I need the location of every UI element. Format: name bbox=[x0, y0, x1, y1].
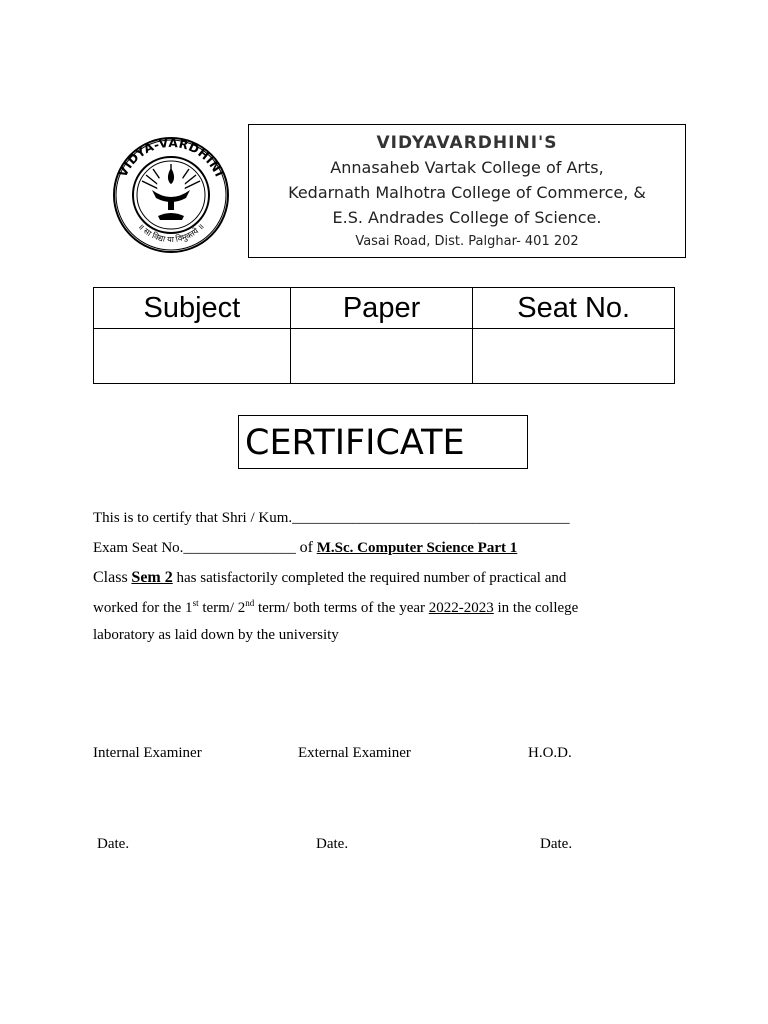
paper-cell bbox=[290, 329, 473, 384]
date-label-3: Date. bbox=[540, 836, 573, 852]
sup-st: st bbox=[192, 598, 199, 608]
certificate-title: CERTIFICATE bbox=[238, 415, 528, 469]
subject-header: Subject bbox=[94, 288, 291, 329]
college-logo bbox=[100, 136, 242, 254]
paper-header: Paper bbox=[290, 288, 473, 329]
seat-text: Exam Seat No. bbox=[93, 540, 184, 556]
certify-text: This is to certify that Shri / Kum. bbox=[93, 510, 293, 526]
class-line bbox=[93, 569, 566, 587]
logo-bottom-text: ॥ सा विद्या या विमुक्तये ॥ bbox=[136, 222, 206, 245]
seat-no-header: Seat No. bbox=[473, 288, 675, 329]
seat-blank: _______________ bbox=[183, 540, 296, 556]
of-text: of bbox=[299, 539, 313, 556]
semester: Sem 2 bbox=[131, 569, 173, 586]
logo-top-text: VIDYA-VARDHINI bbox=[115, 136, 227, 180]
seat-line bbox=[93, 539, 517, 557]
internal-examiner-label: Internal Examiner bbox=[93, 745, 202, 761]
term-text-c: term/ both terms of the year bbox=[254, 600, 429, 616]
class-rest: has satisfactorily completed the required number of practical and bbox=[176, 570, 567, 586]
course-name: M.Sc. Computer Science Part 1 bbox=[316, 540, 518, 556]
name-blank: _____________________________________ bbox=[292, 510, 570, 526]
term-text-b: term/ 2 bbox=[198, 600, 246, 616]
header-org: VIDYAVARDHINI'S bbox=[376, 133, 558, 153]
header-address: Vasai Road, Dist. Palghar- 401 202 bbox=[355, 234, 579, 249]
sup-nd: nd bbox=[245, 598, 255, 608]
subject-cell bbox=[94, 329, 291, 384]
college-header bbox=[248, 124, 686, 258]
lab-line: laboratory as laid down by the university bbox=[93, 627, 339, 643]
term-text-d: in the college bbox=[493, 600, 579, 616]
term-text-a: worked for the 1 bbox=[93, 600, 193, 616]
class-text: Class bbox=[93, 569, 128, 586]
header-line-1: Annasaheb Vartak College of Arts, bbox=[330, 158, 604, 177]
header-line-2: Kedarnath Malhotra College of Commerce, & bbox=[288, 183, 646, 202]
date-label-2: Date. bbox=[316, 836, 349, 852]
date-label-1: Date. bbox=[97, 836, 130, 852]
certify-line bbox=[93, 510, 570, 527]
subject-table bbox=[93, 287, 675, 384]
hod-label: H.O.D. bbox=[528, 745, 572, 761]
seat-no-cell bbox=[473, 329, 675, 384]
header-line-3: E.S. Andrades College of Science. bbox=[332, 208, 602, 227]
external-examiner-label: External Examiner bbox=[298, 745, 411, 761]
academic-year: 2022-2023 bbox=[428, 600, 494, 616]
term-line bbox=[93, 598, 578, 617]
